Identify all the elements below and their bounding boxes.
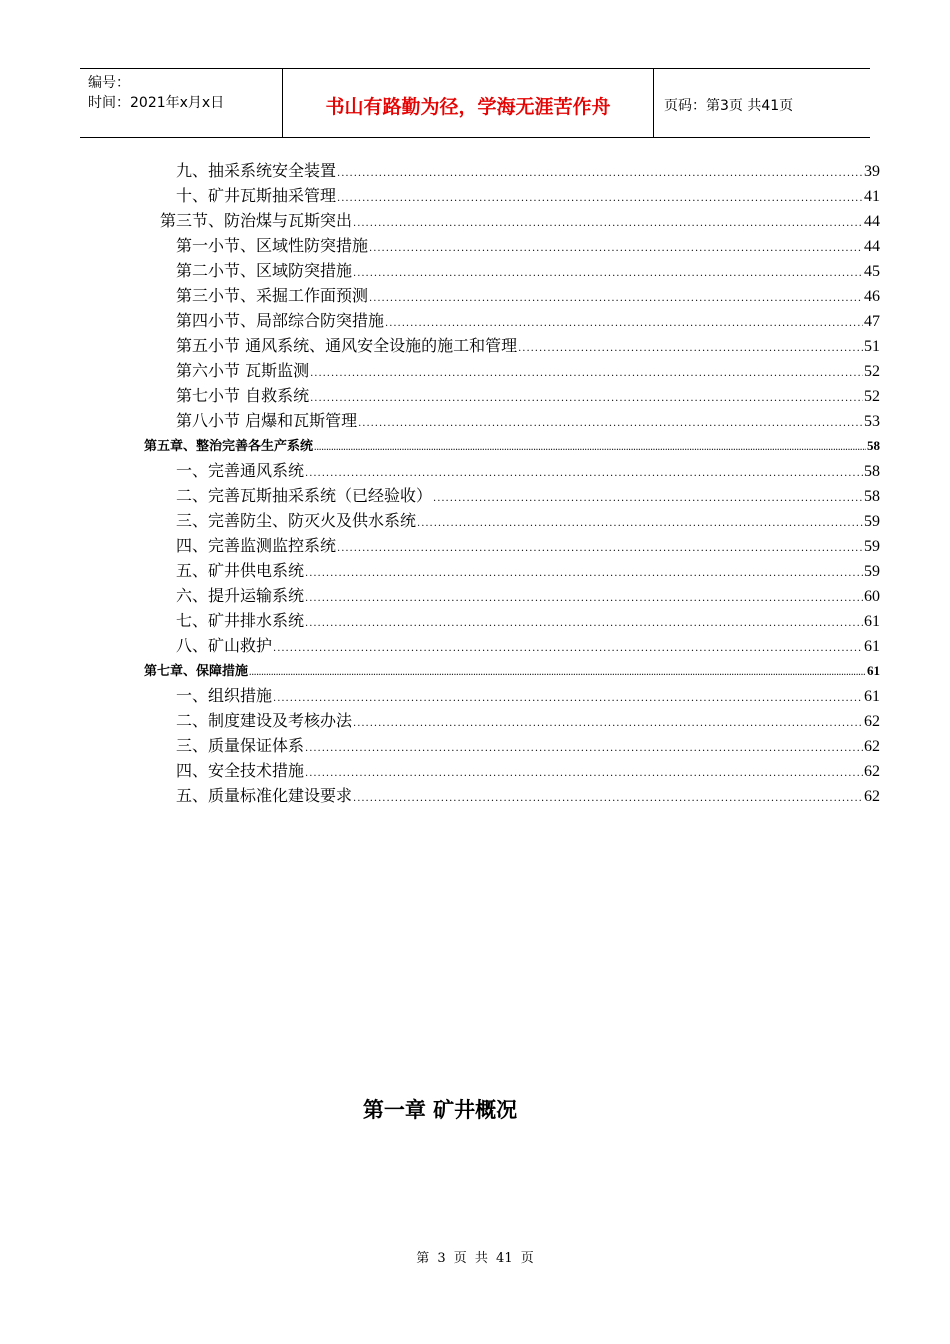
toc-entry-page: 62 <box>864 763 880 780</box>
toc-entry[interactable] <box>176 633 880 657</box>
toc-leader <box>305 743 863 754</box>
toc-entry[interactable] <box>176 608 880 632</box>
toc-leader <box>353 268 863 279</box>
toc-chapter-entry[interactable] <box>144 435 880 459</box>
toc-entry-page: 61 <box>864 638 880 655</box>
toc-entry-page: 47 <box>864 313 880 330</box>
toc-entry[interactable] <box>176 333 880 357</box>
toc-leader <box>369 243 863 254</box>
toc-entry-page: 62 <box>864 788 880 805</box>
toc-entry-page: 62 <box>864 738 880 755</box>
toc-entry[interactable] <box>176 258 880 282</box>
toc-entry-page: 58 <box>864 463 880 480</box>
toc-leader <box>305 593 863 604</box>
toc-entry-title: 第七章、保障措施 <box>144 664 249 679</box>
toc-entry[interactable] <box>176 408 880 432</box>
toc-entry-page: 46 <box>864 288 880 305</box>
toc-entry-title: 第七小节 自救系统 <box>176 386 310 405</box>
toc-entry-title: 二、制度建设及考核办法 <box>176 711 353 730</box>
toc-entry-title: 八、矿山救护 <box>176 636 273 655</box>
toc-entry-page: 62 <box>864 713 880 730</box>
toc-entry-title: 第三节、防治煤与瓦斯突出 <box>160 211 353 230</box>
toc-entry[interactable] <box>160 208 880 232</box>
toc-entry[interactable] <box>176 283 880 307</box>
toc-entry-page: 61 <box>867 663 880 678</box>
header-motto: 书山有路勤为径，学海无涯苦作舟 <box>282 69 654 137</box>
toc-entry-page: 61 <box>864 613 880 630</box>
toc-entry[interactable] <box>176 458 880 482</box>
page-footer: 第 3 页 共 41 页 <box>416 1251 534 1266</box>
toc-entry-title: 三、质量保证体系 <box>176 736 305 755</box>
toc-leader <box>310 393 863 404</box>
toc-entry-title: 六、提升运输系统 <box>176 586 305 605</box>
toc-entry-title: 第四小节、局部综合防突措施 <box>176 311 385 330</box>
toc-entry[interactable] <box>176 708 880 732</box>
toc-leader <box>385 318 863 329</box>
toc-entry-title: 十、矿井瓦斯抽采管理 <box>176 186 337 205</box>
toc-leader <box>353 793 863 804</box>
toc-entry-title: 四、完善监测监控系统 <box>176 536 337 555</box>
toc-leader <box>273 643 863 654</box>
toc-entry-title: 第三小节、采掘工作面预测 <box>176 286 369 305</box>
toc-entry-page: 52 <box>864 363 880 380</box>
toc-leader <box>305 568 863 579</box>
toc-entry-title: 九、抽采系统安全装置 <box>176 161 337 180</box>
toc-entry-title: 第五小节 通风系统、通风安全设施的施工和管理 <box>176 336 518 355</box>
toc-entry[interactable] <box>176 308 880 332</box>
time-label: 时间：2021年x月x日 <box>88 95 225 111</box>
toc-leader <box>433 493 863 504</box>
toc-entry-title: 七、矿井排水系统 <box>176 611 305 630</box>
toc-leader <box>358 418 863 429</box>
toc-leader <box>337 168 863 179</box>
toc-entry-title: 第一小节、区域性防突措施 <box>176 236 369 255</box>
toc-entry[interactable] <box>176 783 880 807</box>
toc-entry[interactable] <box>176 483 880 507</box>
toc-entry-title: 第五章、整治完善各生产系统 <box>144 439 314 454</box>
toc-leader <box>305 618 863 629</box>
toc-leader <box>369 293 863 304</box>
number-label: 编号： <box>88 75 130 91</box>
toc-entry-title: 一、完善通风系统 <box>176 461 305 480</box>
toc-entry[interactable] <box>176 533 880 557</box>
header-page-info: 页码：第3页 共41页 <box>664 98 794 114</box>
toc-entry-title: 四、安全技术措施 <box>176 761 305 780</box>
toc-entry-title: 第六小节 瓦斯监测 <box>176 361 310 380</box>
toc-leader <box>353 718 863 729</box>
toc-entry-title: 第八小节 启爆和瓦斯管理 <box>176 411 358 430</box>
toc-leader <box>305 468 863 479</box>
toc-entry-page: 53 <box>864 413 880 430</box>
toc-entry-page: 59 <box>864 563 880 580</box>
toc-entry-title: 五、质量标准化建设要求 <box>176 786 353 805</box>
toc-entry-page: 61 <box>864 688 880 705</box>
toc-entry-page: 44 <box>864 238 880 255</box>
toc-entry[interactable] <box>176 508 880 532</box>
toc-entry-page: 60 <box>864 588 880 605</box>
toc-leader <box>353 218 863 229</box>
toc-entry[interactable] <box>176 558 880 582</box>
header-left-cell <box>80 69 282 137</box>
toc-entry[interactable] <box>176 158 880 182</box>
toc-leader <box>417 518 863 529</box>
page-header <box>80 68 870 138</box>
toc-chapter-entry[interactable] <box>144 660 880 684</box>
toc-entry[interactable] <box>176 733 880 757</box>
toc-entry-page: 51 <box>864 338 880 355</box>
toc-entry-page: 44 <box>864 213 880 230</box>
toc-leader <box>518 343 863 354</box>
toc-leader <box>273 693 863 704</box>
toc-entry-title: 三、完善防尘、防灭火及供水系统 <box>176 511 417 530</box>
toc-entry-page: 59 <box>864 513 880 530</box>
toc-entry-page: 59 <box>864 538 880 555</box>
toc-entry[interactable] <box>176 183 880 207</box>
toc-entry-title: 五、矿井供电系统 <box>176 561 305 580</box>
toc-leader <box>337 543 863 554</box>
toc-leader <box>310 368 863 379</box>
toc-entry-page: 45 <box>864 263 880 280</box>
toc-entry-title: 一、组织措施 <box>176 686 273 705</box>
toc-entry-page: 41 <box>864 188 880 205</box>
toc-entry[interactable] <box>176 233 880 257</box>
toc-entry-page: 58 <box>864 488 880 505</box>
toc-entry-title: 二、完善瓦斯抽采系统（已经验收） <box>176 486 433 505</box>
toc-leader <box>314 443 866 452</box>
toc-leader <box>249 668 866 677</box>
toc-leader <box>337 193 863 204</box>
toc-entry[interactable] <box>176 583 880 607</box>
toc-entry-title: 第二小节、区域防突措施 <box>176 261 353 280</box>
toc-entry[interactable] <box>176 358 880 382</box>
toc-entry[interactable] <box>176 383 880 407</box>
toc-entry[interactable] <box>176 758 880 782</box>
toc-entry-page: 58 <box>867 438 880 453</box>
toc-entry[interactable] <box>176 683 880 707</box>
chapter-title: 第一章 矿井概况 <box>362 1097 518 1122</box>
toc-entry-page: 39 <box>864 163 880 180</box>
toc-entry-page: 52 <box>864 388 880 405</box>
toc-leader <box>305 768 863 779</box>
